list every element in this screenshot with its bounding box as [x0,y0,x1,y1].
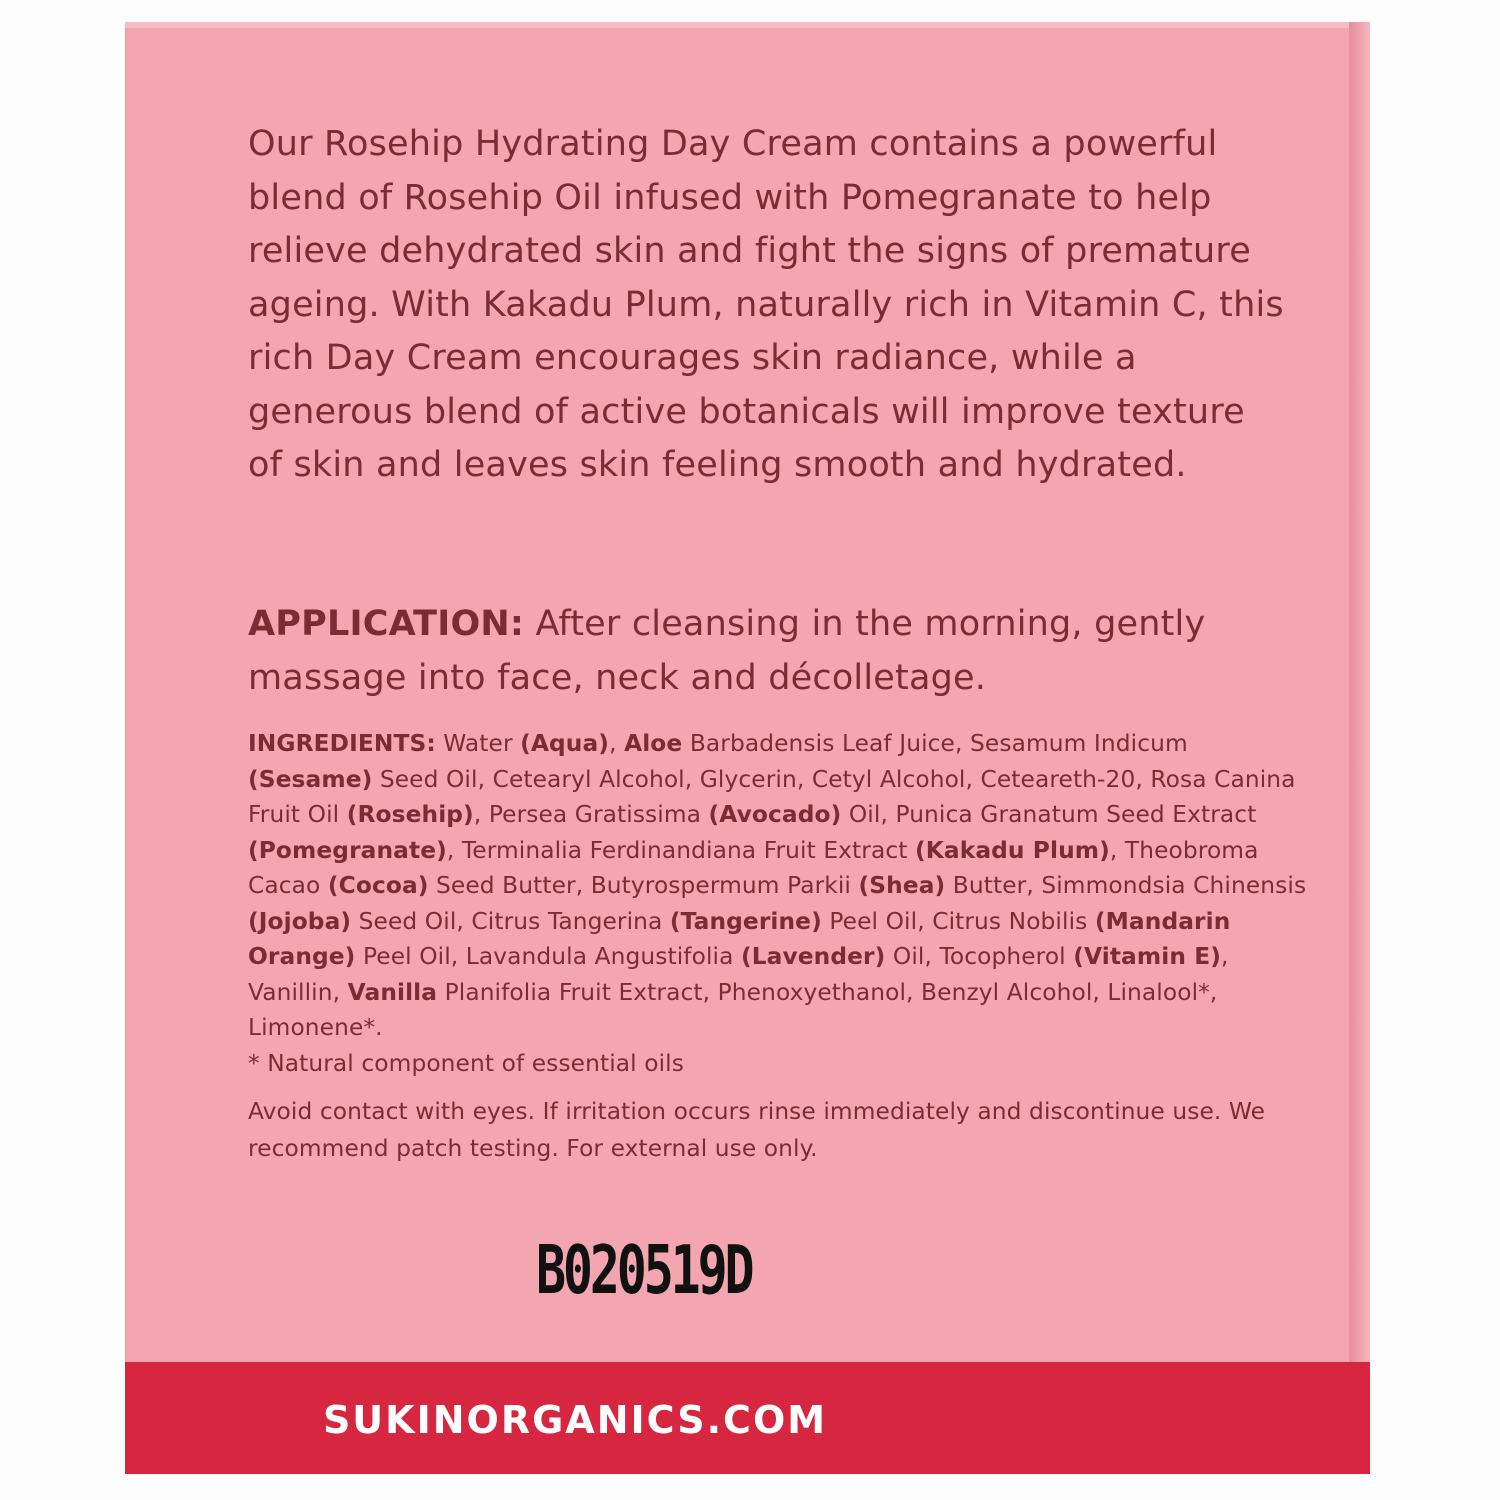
ingredient-text: Seed Butter, Butyrospermum Parkii [428,872,859,899]
ingredient-text: Oil, Tocopherol [885,943,1074,970]
ingredient-highlight: (Pomegranate) [248,836,447,864]
ingredient-highlight: (Avocado) [708,801,842,828]
ingredient-text: , Vanillin, [248,943,1229,1006]
ingredients-text [248,730,1306,1041]
ingredient-text: Seed Oil, Cetearyl Alcohol, Glycerin, Cetyl Alcohol, Ceteareth-20, Rosa Canina Fruit Oil [248,765,1296,828]
ingredient-text: Seed Oil, Citrus Tangerina [351,907,670,935]
ingredients-list [248,726,1308,1081]
website-url: SUKINORGANICS.COM [322,1398,828,1442]
application-label: APPLICATION: [248,604,525,644]
ingredient-highlight: Vanilla [347,978,438,1006]
footer-band [125,1362,1370,1474]
ingredient-text: , Terminalia Ferdinandiana Fruit Extract [446,836,915,864]
application-text: After cleansing in the morning, gently massage into face, neck and décolletage. [248,604,1206,698]
ingredient-highlight: (Lavender) [740,943,886,970]
ingredient-highlight: (Tangerine) [669,907,822,935]
ingredient-text: , Theobroma Cacao [248,836,1259,899]
box-side-edge [1349,22,1370,1474]
application-instructions [248,598,1288,705]
batch-code-stamp: B020519D [536,1232,752,1310]
box-top-edge [125,22,1370,28]
ingredient-text: Peel Oil, Citrus Nobilis [821,907,1095,935]
ingredient-highlight: (Aqua) [520,730,610,757]
ingredient-text: Oil, Punica Granatum Seed Extract [841,801,1257,828]
ingredient-highlight: (Mandarin Orange) [248,907,1231,970]
ingredient-text: Water [435,730,521,757]
ingredient-text: Peel Oil, Lavandula Angustifolia [355,943,741,970]
ingredient-text: Planifolia Fruit Extract, Phenoxyethanol, Benzyl Alcohol, Linalool*, Limonene*. [248,978,1218,1041]
ingredient-text: Barbadensis Leaf Juice, Sesamum Indicum [682,730,1188,757]
ingredient-highlight: (Rosehip) [346,801,474,828]
ingredient-highlight: (Vitamin E) [1073,943,1221,970]
ingredient-highlight: (Shea) [858,872,946,899]
ingredient-highlight: (Kakadu Plum) [915,836,1110,864]
ingredient-highlight: (Sesame) [248,765,373,793]
ingredient-text: , Persea Gratissima [473,801,709,828]
ingredient-text: , [609,730,625,757]
ingredients-label: INGREDIENTS: [248,730,436,757]
product-description: Our Rosehip Hydrating Day Cream contains a powerful blend of Rosehip Oil infused with Pomegranate to help relieve dehydrated skin and fight the signs of premature ageing. With Kakadu Plum, naturally rich in Vitamin C, this rich Day Cream encourages skin radiance, while a generous blend of active botanicals will improve texture of skin and leaves skin feeling smooth and hydrated. [248,124,1284,485]
ingredient-highlight: Aloe [624,730,683,757]
ingredient-highlight: (Jojoba) [248,907,352,935]
ingredient-highlight: (Cocoa) [327,872,429,899]
ingredient-text: Butter, Simmondsia Chinensis [945,872,1307,899]
safety-warning: Avoid contact with eyes. If irritation occurs rinse immediately and discontinue use. We recommend patch testing. For external use only. [248,1098,1266,1162]
ingredients-footnote: * Natural component of essential oils [248,1049,684,1077]
